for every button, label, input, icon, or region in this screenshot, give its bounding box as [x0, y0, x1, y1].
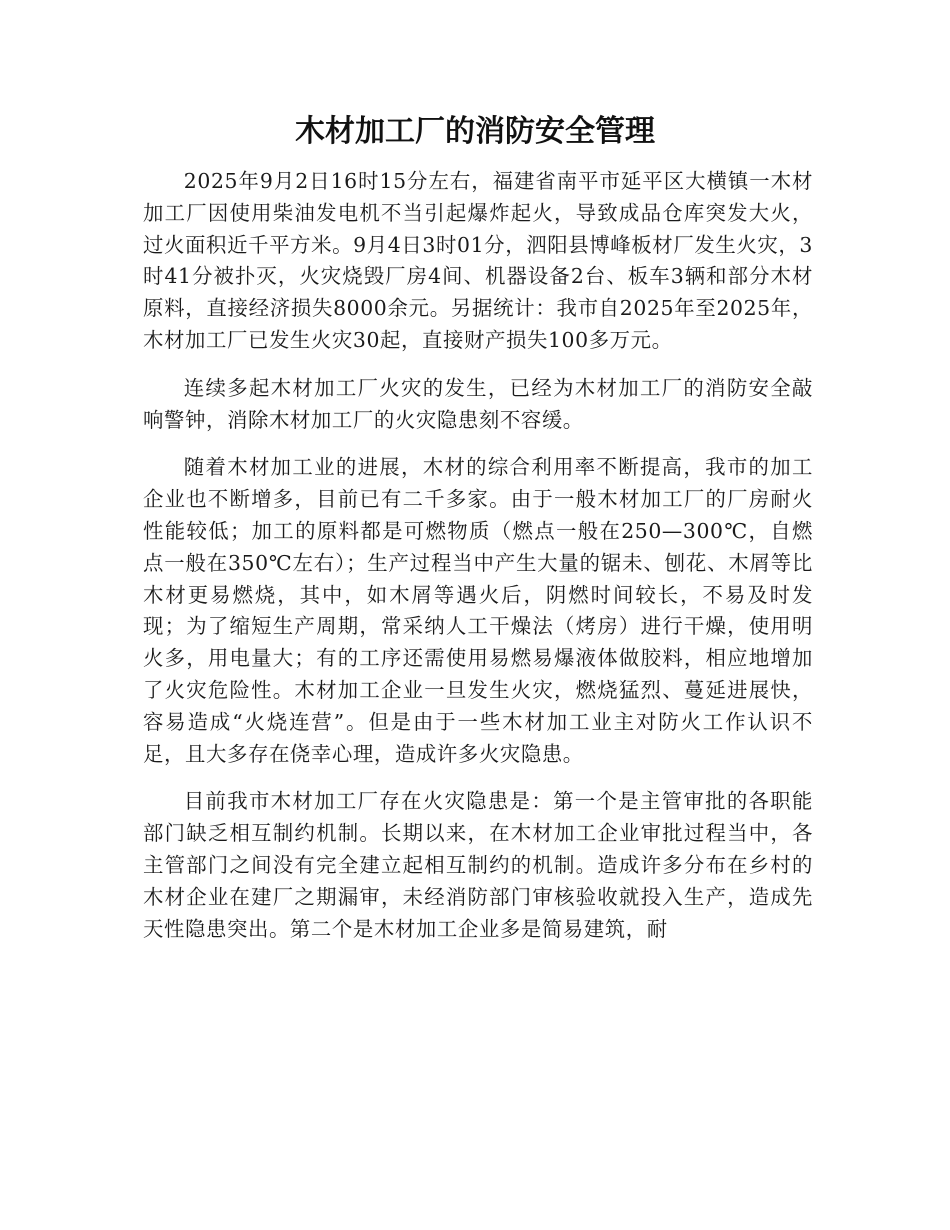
paragraph-3: 随着木材加工业的进展，木材的综合利用率不断提高，我市的加工企业也不断增多，目前已有二千多家。由于一般木材加工厂的厂房耐火性能较低；加工的原料都是可燃物质（燃点一般在250—300℃，自燃点一般在350℃左右）；生产过程当中产生大量的锯未、刨花、木屑等比木材更易燃烧，其中，如木屑等遇火后，阴燃时间较长，不易及时发现；为了缩短生产周期，常采纳人工干燥法（烤房）进行干燥，使用明火多，用电量大；有的工序还需使用易燃易爆液体做胶料，相应地增加了火灾危险性。木材加工企业一旦发生火灾，燃烧猛烈、蔓延进展快，容易造成“火烧连营”。但是由于一些木材加工业主对防火工作认识不足，且大多存在侥幸心理，造成许多火灾隐患。 — [143, 455, 813, 766]
paragraph-4: 目前我市木材加工厂存在火灾隐患是：第一个是主管审批的各职能部门缺乏相互制约机制。长期以来，在木材加工企业审批过程当中，各主管部门之间没有完全建立起相互制约的机制。造成许多分布在乡村的木材企业在建厂之期漏审，未经消防部门审核验收就投入生产，造成先天性隐患突出。第二个是木材加工企业多是简易建筑，耐 — [143, 789, 813, 941]
paragraph-2: 连续多起木材加工厂火灾的发生，已经为木材加工厂的消防安全敲响警钟，消除木材加工厂的火灾隐患刻不容缓。 — [143, 375, 813, 432]
document-body — [143, 166, 813, 961]
document-title: 木材加工厂的消防安全管理 — [295, 114, 655, 149]
paragraph-1: 2025年9月2日16时15分左右，福建省南平市延平区大横镇一木材加工厂因使用柴油发电机不当引起爆炸起火，导致成品仓库突发大火，过火面积近千平方米。9月4日3时01分，泗阳县博峰板材厂发生火灾，3时41分被扑灭，火灾烧毁厂房4间、机器设备2台、板车3辆和部分木材原料，直接经济损失8000余元。另据统计：我市自2025年至2025年，木材加工厂已发生火灾30起，直接财产损失100多万元。 — [143, 169, 813, 352]
